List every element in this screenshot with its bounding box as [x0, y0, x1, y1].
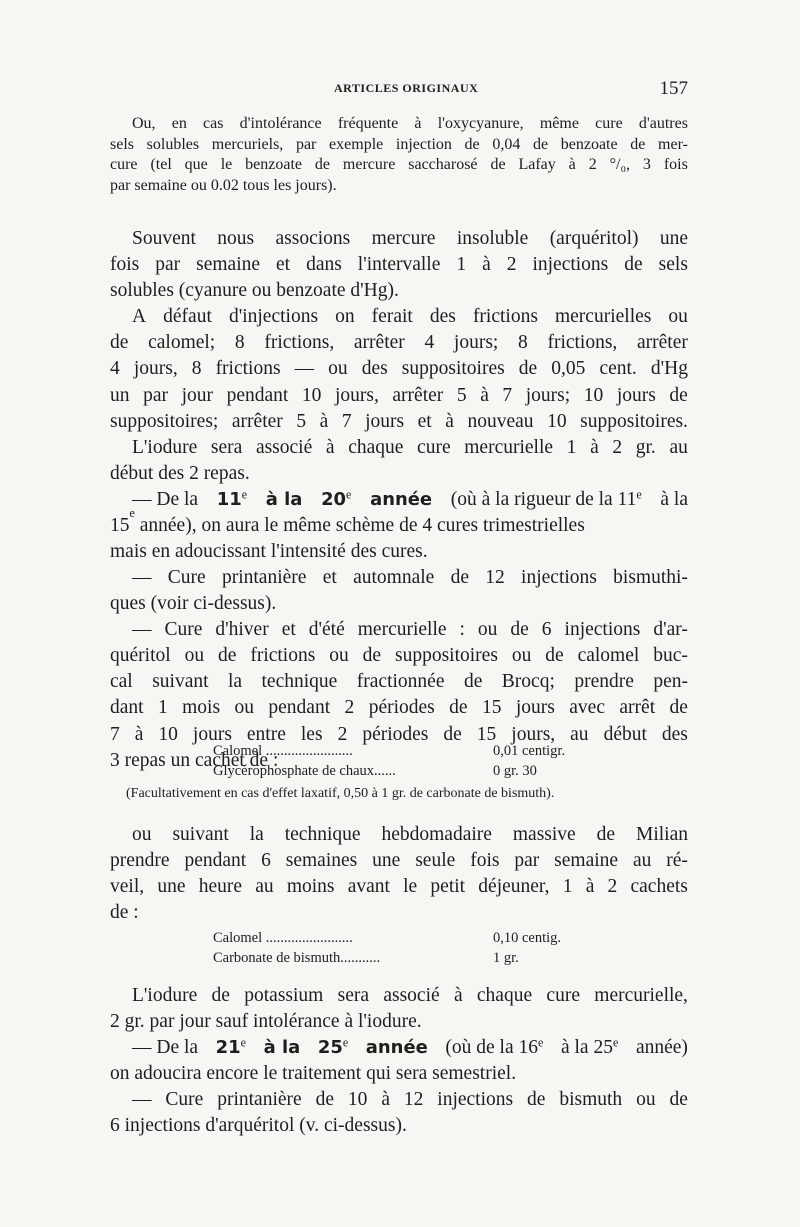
word: 2 — [344, 697, 355, 719]
word: fractionnée — [356, 671, 445, 693]
word: 1 — [157, 697, 168, 719]
word: massive — [512, 824, 576, 845]
word: de — [527, 1089, 546, 1111]
word: pendant — [184, 850, 247, 872]
word: (tel — [150, 156, 172, 173]
word: des — [661, 723, 688, 745]
word: nous — [217, 228, 255, 249]
word: mer- — [658, 135, 688, 153]
word: associé — [255, 436, 313, 458]
word: au — [255, 876, 274, 898]
word: de — [596, 824, 616, 845]
word: mercurielle, — [594, 985, 688, 1006]
word: 3 — [642, 156, 651, 173]
word: frictions — [250, 645, 316, 667]
word: potassium — [244, 985, 324, 1006]
word: associé — [383, 985, 440, 1006]
paragraph-6 — [110, 983, 688, 1140]
text-line — [110, 356, 688, 382]
text-line: — De la 11e à la 20e année (où à la rigueur de la 11e à la — [132, 487, 688, 510]
word: cure — [595, 115, 623, 132]
word: A — [132, 306, 147, 328]
word: suivant — [152, 671, 209, 693]
word: mercurielle — [464, 436, 554, 458]
word: injections — [521, 567, 597, 588]
word: jours — [365, 410, 405, 432]
word: prendre — [574, 671, 634, 693]
word: moins — [286, 876, 335, 898]
text-line — [110, 226, 688, 252]
word: avant — [347, 876, 390, 898]
word: 5 — [296, 410, 307, 432]
word: 4 — [424, 332, 435, 354]
word: jours — [192, 723, 232, 745]
word: à — [414, 115, 422, 132]
word: ou — [329, 645, 349, 667]
text-line: solubles (cyanure ou benzoate d'Hg). — [110, 280, 399, 302]
text-line — [110, 252, 688, 278]
word: calomel; — [148, 332, 216, 354]
word: 7 — [502, 384, 513, 406]
text-line — [110, 643, 688, 669]
word: arrêter — [353, 332, 405, 354]
word: par — [514, 850, 540, 872]
word: 12 — [485, 567, 505, 588]
word: on — [335, 306, 355, 328]
word: jours — [515, 697, 555, 719]
word: de — [110, 332, 129, 354]
word: d'autres — [638, 115, 688, 132]
text-line — [110, 114, 688, 135]
word: mercuriels, — [211, 135, 284, 153]
word: ré- — [666, 850, 688, 872]
word: à — [590, 436, 599, 458]
text-line: mais en adoucissant l'intensité des cures. — [110, 541, 428, 563]
word: petit — [430, 876, 466, 898]
word: 1 — [562, 876, 573, 898]
text-line — [110, 822, 688, 848]
word: mois — [182, 697, 221, 719]
word: d'intolérance — [239, 115, 322, 132]
word: injections — [437, 1089, 514, 1111]
word: jours, — [511, 723, 556, 745]
word: fois — [110, 254, 140, 276]
word: Cure — [165, 1089, 204, 1111]
word: Milian — [635, 824, 688, 845]
text-line — [110, 304, 688, 330]
word: de — [449, 697, 468, 719]
word: arrêter — [637, 332, 688, 354]
text-line — [110, 874, 688, 900]
word: heure — [198, 876, 242, 898]
word: de — [450, 567, 469, 588]
word: saccharosé — [408, 156, 478, 173]
word: mercurielles — [554, 306, 652, 328]
word: ou — [636, 1089, 656, 1111]
word: à — [381, 1089, 390, 1111]
word: ou — [234, 697, 254, 719]
prescription-row: Calomel ........................ 0,01 centigr. — [213, 743, 566, 759]
word: 10 — [547, 410, 567, 432]
word: de — [463, 671, 483, 693]
word: mercure — [342, 156, 396, 173]
word: début — [603, 723, 647, 745]
text-line: 2 gr. par jour sauf intolérance à l'iodure. — [110, 1011, 422, 1033]
text-line: début des 2 repas. — [110, 462, 250, 484]
word: de — [669, 1089, 688, 1111]
word: exemple — [329, 135, 384, 153]
word: dant — [110, 697, 144, 719]
word: cachets — [630, 876, 688, 898]
word: 2 — [612, 436, 623, 458]
prescription-row: Carbonate de bismuth........... 1 gr. — [213, 950, 519, 966]
word: la — [227, 671, 243, 693]
prescription-row: Calomel ........................ 0,10 centig. — [213, 930, 562, 946]
word: 10 — [301, 384, 322, 406]
word: cal — [110, 671, 133, 693]
word: — — [132, 1089, 152, 1111]
word: arrêt — [619, 697, 656, 719]
word: L'iodure — [132, 985, 198, 1006]
word: arrêter — [392, 384, 444, 406]
word: de — [630, 135, 646, 153]
word: Ou, — [132, 115, 156, 132]
word: 8 — [518, 332, 528, 354]
word: sera — [210, 436, 243, 458]
word: frictions, — [264, 332, 335, 354]
word: au — [632, 850, 652, 872]
word: hebdomadaire — [381, 824, 492, 845]
word: entre — [246, 723, 286, 745]
word: cent. — [599, 358, 637, 380]
prescription-row: Glycérophosphate de chaux...... 0 gr. 30 — [213, 763, 537, 779]
text-line — [110, 330, 688, 356]
word: mercurielle — [357, 619, 447, 641]
word: des — [429, 306, 456, 328]
word: de — [314, 156, 331, 173]
word: une — [659, 228, 688, 249]
word: L'iodure — [132, 436, 198, 458]
word: ou — [328, 358, 348, 380]
text-line: — De la 21e à la 25e année (où de la 16e à la 25e année) — [132, 1035, 688, 1059]
text-line: on adoucira encore le traitement qui sera semestriel. — [110, 1063, 517, 1085]
word: par — [143, 384, 168, 406]
word: : — [459, 619, 465, 641]
word: fois — [663, 156, 688, 173]
text-line — [110, 435, 688, 461]
word: à — [568, 156, 576, 173]
word: de — [211, 985, 230, 1006]
word: suppositoires; — [110, 410, 219, 432]
word: sera — [337, 985, 370, 1006]
word: cas — [203, 115, 224, 132]
word: 10 — [347, 1089, 368, 1111]
word: benzoate — [245, 156, 302, 173]
word: 2 — [588, 156, 597, 173]
running-head: ARTICLES ORIGINAUX — [334, 81, 479, 95]
word: 7 — [110, 723, 120, 745]
word: insoluble — [456, 228, 529, 249]
word: d'Hg — [650, 358, 688, 380]
word: à — [482, 254, 491, 276]
word: des — [361, 358, 388, 380]
word: suivant — [172, 824, 229, 845]
word: 15 — [481, 697, 502, 719]
word: de — [532, 135, 549, 153]
word: frictions — [472, 306, 538, 328]
text-line — [110, 617, 688, 643]
word: ou — [477, 619, 498, 641]
word: fois — [470, 850, 500, 872]
word: l'oxycyanure, — [437, 115, 524, 132]
word: technique — [261, 671, 338, 693]
word: et — [276, 254, 291, 276]
word: sels — [658, 254, 688, 276]
text-line — [110, 983, 688, 1009]
word: chaque — [476, 985, 533, 1006]
text-line: 15 e année), on aura le même schème de 4 cures trimestrielles — [110, 506, 585, 537]
page-header — [110, 78, 688, 100]
text-line: 6 injections d'arquéritol (v. ci-dessus). — [110, 1115, 407, 1137]
word: sels — [110, 135, 134, 153]
word: jours; — [453, 332, 499, 354]
word: gr. — [635, 436, 656, 458]
word: automnale — [353, 567, 435, 588]
word: solubles — [146, 135, 200, 153]
word: le — [403, 876, 418, 898]
word: ou — [184, 645, 205, 667]
text-line: 3 repas un cachet de : — [110, 749, 279, 771]
word: à — [319, 410, 329, 432]
text-line: ques (voir ci-dessus). — [110, 593, 277, 615]
word: fréquente — [337, 115, 399, 132]
word: 2 — [607, 876, 618, 898]
word: défaut — [163, 306, 212, 328]
word: semaines — [285, 850, 358, 872]
word: Cure — [167, 567, 206, 588]
prescription-2 — [213, 928, 561, 968]
word: injection — [395, 135, 452, 153]
word: même — [539, 115, 579, 132]
word: chaque — [348, 436, 404, 458]
word: jour — [181, 384, 213, 406]
word: et — [417, 410, 432, 432]
word: 8 — [191, 358, 202, 380]
text-line — [110, 695, 688, 721]
word: de — [510, 619, 529, 641]
text-line — [110, 1087, 688, 1113]
word: 7 — [341, 410, 352, 432]
word: 8 — [234, 332, 245, 354]
word: Souvent — [132, 228, 196, 249]
text-line — [110, 383, 688, 409]
word: dans — [306, 254, 342, 276]
word: et — [322, 567, 337, 588]
word: de — [218, 645, 237, 667]
word: — — [132, 567, 152, 588]
word: jours — [616, 384, 656, 406]
word: de — [490, 156, 506, 173]
word: nouveau — [467, 410, 534, 432]
word: à — [445, 410, 454, 432]
word: de — [464, 135, 480, 153]
text-line: par semaine ou 0.02 tous les jours). — [110, 176, 337, 194]
word: d'injections — [228, 306, 319, 328]
word: une — [372, 850, 401, 872]
page-number: 157 — [659, 78, 688, 99]
word: Cure — [164, 619, 203, 641]
paragraph-3 — [110, 487, 688, 565]
word: injections — [564, 619, 641, 641]
word: 6 — [261, 850, 271, 872]
paragraph-5 — [110, 822, 688, 926]
word: 6 — [541, 619, 552, 641]
word: périodes — [368, 697, 435, 719]
word: jours, — [133, 358, 178, 380]
word: l'intervalle — [357, 254, 441, 276]
word: de — [362, 645, 382, 667]
word: que — [184, 156, 208, 173]
word: 1 — [456, 254, 467, 276]
word: mercure — [371, 228, 436, 249]
word: buc- — [653, 645, 688, 667]
word: bismuth — [559, 1089, 623, 1111]
word: frictions, — [547, 332, 618, 354]
word: suppositoires — [394, 645, 498, 667]
word: arrêter — [231, 410, 283, 432]
word: 2 — [506, 254, 517, 276]
word: Brocq; — [501, 671, 555, 693]
text-line — [110, 565, 688, 591]
word: de — [315, 1089, 334, 1111]
word: d'hiver — [215, 619, 269, 641]
word: printanière — [217, 1089, 302, 1111]
word: — — [132, 619, 152, 641]
word: les — [300, 723, 323, 745]
word: technique — [284, 824, 361, 845]
word: benzoate — [560, 135, 618, 153]
word: cure — [110, 156, 138, 173]
word: jours, — [334, 384, 379, 406]
word: jours; — [525, 384, 571, 406]
word: 10 — [583, 384, 604, 406]
word: suppositoires — [401, 358, 505, 380]
word: seule — [415, 850, 456, 872]
text-line — [110, 155, 688, 176]
word: en — [171, 115, 187, 132]
word: °/₀, — [609, 156, 631, 173]
word: semaine — [196, 254, 261, 276]
word: et — [281, 619, 296, 641]
text-line — [110, 669, 688, 695]
word: par — [155, 254, 181, 276]
word: pendant — [268, 697, 331, 719]
word: un — [110, 384, 130, 406]
word: 2 — [337, 723, 348, 745]
word: de — [545, 645, 564, 667]
word: ou — [132, 824, 152, 845]
word: périodes — [362, 723, 429, 745]
word: au — [669, 436, 688, 458]
paragraph-small-1 — [110, 114, 688, 196]
word: 0,05 — [551, 358, 586, 380]
text-line: de : — [110, 902, 139, 924]
word: associons — [275, 228, 351, 249]
word: au — [570, 723, 589, 745]
word: d'été — [308, 619, 345, 641]
text-line — [110, 135, 688, 156]
word: injections — [532, 254, 609, 276]
word: printanière — [221, 567, 307, 588]
text-line — [110, 848, 688, 874]
word: suppositoires. — [580, 410, 688, 432]
word: ou — [511, 645, 532, 667]
word: d'ar- — [653, 619, 688, 641]
word: prendre — [110, 850, 170, 872]
word: de — [443, 723, 462, 745]
word: de — [518, 358, 538, 380]
word: bismuthi- — [613, 567, 688, 588]
word: 15 — [476, 723, 497, 745]
word: 0,04 — [492, 135, 521, 153]
word: Lafay — [518, 156, 556, 173]
paragraph-2 — [110, 226, 688, 487]
word: déjeuner, — [478, 876, 550, 898]
word: frictions — [215, 358, 281, 380]
word: 1 — [566, 436, 577, 458]
prescription-note: (Facultativement en cas d'effet laxatif, 0,50 à 1 gr. de carbonate de bismuth). — [126, 786, 555, 801]
word: à — [585, 876, 595, 898]
word: semaine — [554, 850, 619, 872]
word: cure — [546, 985, 580, 1006]
word: à — [480, 384, 489, 406]
word: calomel — [577, 645, 640, 667]
word: 12 — [403, 1089, 424, 1111]
word: à — [325, 436, 335, 458]
word: 4 — [110, 358, 120, 380]
word: la — [249, 824, 264, 845]
word: 5 — [456, 384, 467, 406]
word: quéritol — [110, 645, 171, 667]
prescription-1 — [213, 741, 565, 781]
word: de — [669, 384, 688, 406]
word: une — [157, 876, 186, 898]
word: 10 — [158, 723, 178, 745]
word: de — [669, 697, 688, 719]
word: ou — [668, 306, 688, 328]
text-line — [110, 409, 688, 435]
word: veil, — [110, 876, 145, 898]
word: — — [294, 358, 315, 380]
word: pendant — [226, 384, 289, 406]
word: cure — [417, 436, 451, 458]
word: le — [220, 156, 233, 173]
word: à — [453, 985, 463, 1006]
word: pen- — [653, 671, 688, 693]
word: par — [295, 135, 317, 153]
word: de — [624, 254, 643, 276]
word: ferait — [371, 306, 413, 328]
word: à — [134, 723, 144, 745]
word: avec — [569, 697, 605, 719]
word: (arquéritol) — [549, 228, 639, 249]
